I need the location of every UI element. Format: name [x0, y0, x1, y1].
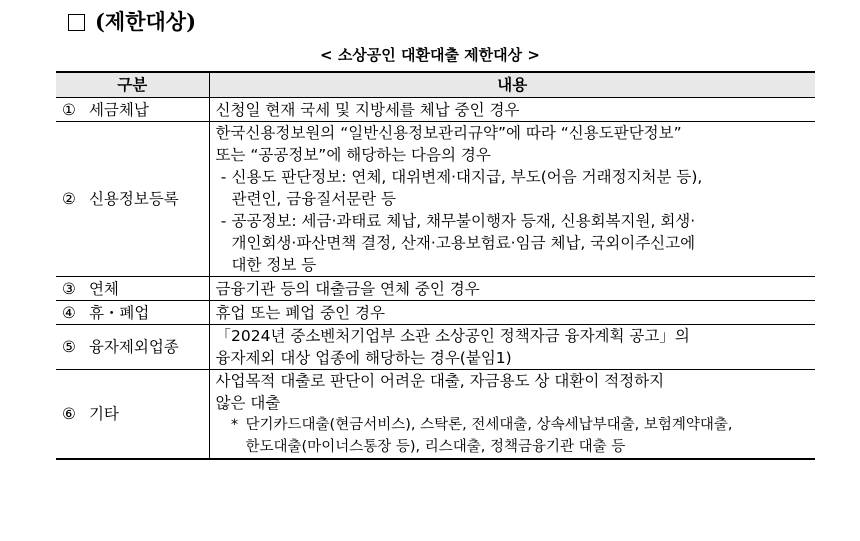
category-label: 세금체납: [88, 100, 149, 119]
content-text: 금융기관 등의 대출금을 연체 중인 경우: [215, 279, 480, 298]
table-row-tax-arrears: [56, 98, 815, 122]
content-cell: [209, 277, 815, 301]
dash-bullet: -: [220, 168, 227, 186]
dash-bullet: -: [220, 212, 227, 230]
section-heading: [68, 6, 196, 38]
category-cell: [56, 98, 209, 122]
content-line: 융자제외 대상 업종에 해당하는 경우(붙임1): [215, 349, 512, 367]
content-line: 한국신용정보원의 “일반신용정보관리규약”에 따라 “신용도판단정보”: [215, 124, 682, 142]
checkbox-square-icon: [68, 14, 85, 31]
content-cell: [209, 325, 815, 370]
category-label: 융자제외업종: [88, 338, 179, 356]
note-line: 단기카드대출(현금서비스), 스탁론, 전세대출, 상속세납부대출, 보험계약대출,: [245, 417, 733, 433]
table-header-row: [56, 72, 815, 98]
content-line: 또는 “공공정보”에 해당하는 다음의 경우: [215, 146, 491, 164]
note-item: [216, 414, 816, 436]
header-category: 구분: [56, 72, 209, 98]
category-cell: [56, 277, 209, 301]
content-text: 신청일 현재 국세 및 지방세를 체납 중인 경우: [215, 100, 520, 119]
content-cell: [209, 301, 815, 325]
header-content: 내용: [209, 72, 815, 98]
restriction-table: [56, 71, 815, 460]
row-number: ③: [62, 279, 76, 298]
note-continued: 한도대출(마이너스통장 등), 리스대출, 정책금융기관 대출 등: [245, 439, 626, 455]
table-row-other: [56, 370, 815, 460]
table-row-credit-info: [56, 122, 815, 277]
sub-item-continued: 개인회생·파산면책 결정, 산재·고용보험료·임금 체납, 국외이주신고에: [231, 234, 696, 252]
row-number: ⑤: [62, 338, 76, 356]
sub-item-line: 공공정보: 세금·과태료 체납, 채무불이행자 등재, 신용회복지원, 회생·: [231, 212, 696, 230]
sub-item-line: 신용도 판단정보: 연체, 대위변제·대지급, 부도(어음 거래정지처분 등),: [231, 168, 703, 186]
row-number: ②: [62, 190, 76, 208]
content-cell: [209, 122, 815, 277]
table-row-excluded-industry: [56, 325, 815, 370]
category-cell: [56, 122, 209, 277]
asterisk-bullet: *: [230, 417, 239, 433]
sub-item-continued: 대한 정보 등: [231, 256, 317, 274]
sub-item-continued: 관련인, 금융질서문란 등: [231, 190, 397, 208]
sub-item: [216, 166, 816, 188]
category-cell: [56, 370, 209, 460]
section-title: (제한대상): [95, 9, 197, 34]
table-row-delinquency: [56, 277, 815, 301]
category-cell: [56, 301, 209, 325]
category-label: 연체: [88, 279, 119, 298]
content-line: 사업목적 대출로 판단이 어려운 대출, 자금용도 상 대환이 적정하지: [215, 372, 665, 390]
content-line: 않은 대출: [215, 394, 281, 412]
sub-item: [216, 210, 816, 232]
table-caption: < 소상공인 대환대출 제한대상 >: [320, 46, 540, 64]
row-number: ⑥: [62, 405, 76, 423]
category-cell: [56, 325, 209, 370]
table-row-closure: [56, 301, 815, 325]
content-line: 「2024년 중소벤처기업부 소관 소상공인 정책자금 융자계획 공고」의: [215, 327, 690, 345]
row-number: ①: [62, 100, 76, 119]
content-cell: [209, 98, 815, 122]
row-number: ④: [62, 303, 76, 322]
category-label: 신용정보등록: [88, 190, 179, 208]
category-label: 휴・폐업: [88, 303, 150, 322]
content-text: 휴업 또는 폐업 중인 경우: [215, 303, 385, 322]
category-label: 기타: [88, 405, 119, 423]
content-cell: [209, 370, 815, 460]
